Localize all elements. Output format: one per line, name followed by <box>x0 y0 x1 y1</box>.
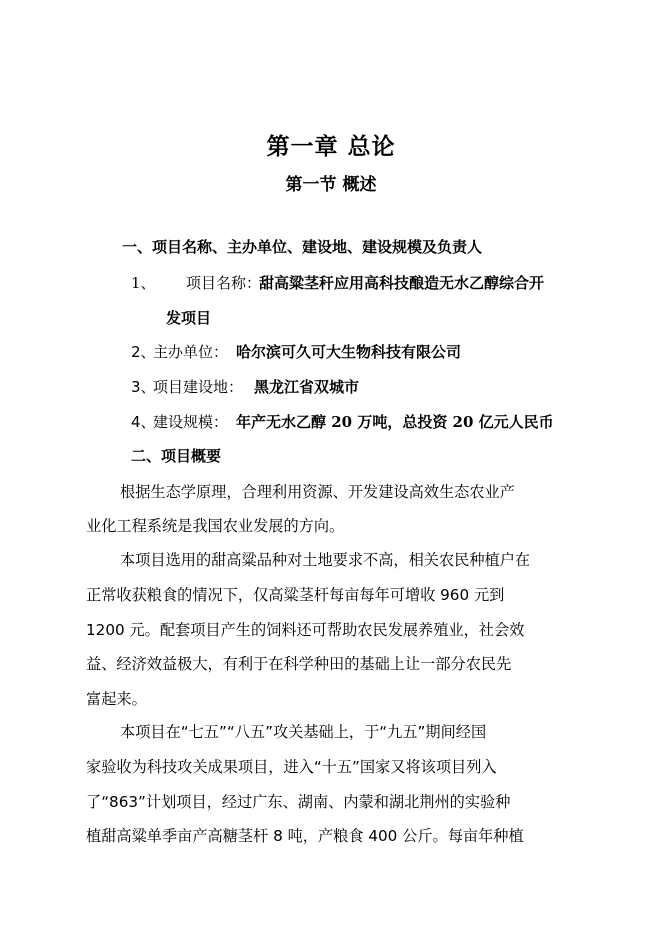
item-4-number: 4、 <box>131 413 156 431</box>
item-1-label: 项目名称： <box>186 274 262 292</box>
paragraph-2-line-1: 本项目选用的甜高粱品种对土地要求不高，相关农民种植户在 <box>120 551 531 569</box>
item-4-label: 建设规模： <box>153 413 229 431</box>
item-1-number: 1、 <box>131 274 156 292</box>
item-2-label: 主办单位： <box>153 343 229 361</box>
paragraph-1-line-2: 业化工程系统是我国农业发展的方向。 <box>86 517 345 535</box>
item-1-value: 甜高粱茎秆应用高科技酿造无水乙醇综合开 <box>259 274 545 292</box>
item-3-number: 3、 <box>131 378 156 396</box>
heading-project-summary: 二、项目概要 <box>131 447 222 465</box>
paragraph-3-line-2: 家验收为科技攻关成果项目，进入“十五”国家又将该项目列入 <box>86 758 497 776</box>
item-2-value: 哈尔滨可久可大生物科技有限公司 <box>236 343 462 361</box>
paragraph-1-line-1: 根据生态学原理，合理利用资源、开发建设高效生态农业产 <box>120 483 515 501</box>
item-3-label: 项目建设地： <box>153 378 244 396</box>
paragraph-3-line-3: 了“863”计划项目，经过广东、湖南、内蒙和湖北荆州的实验种 <box>86 793 511 811</box>
item-4-value: 年产无水乙醇 20 万吨，总投资 20 亿元人民币 <box>236 413 554 431</box>
item-2-number: 2、 <box>131 343 156 361</box>
item-1-value-cont: 发项目 <box>166 309 212 327</box>
section-title: 第一节 概述 <box>285 175 377 195</box>
paragraph-2-line-3: 1200 元。配套项目产生的饲料还可帮助农民发展养殖业，社会效 <box>86 621 525 639</box>
paragraph-3-line-4: 植甜高粱单季亩产高糖茎杆 8 吨，产粮食 400 公斤。每亩年种植 <box>86 827 524 845</box>
heading-project-basics: 一、项目名称、主办单位、建设地、建设规模及负责人 <box>122 238 483 256</box>
paragraph-2-line-5: 富起来。 <box>86 690 147 708</box>
paragraph-2-line-4: 益、经济效益极大，有利于在科学种田的基础上让一部分农民先 <box>86 655 512 673</box>
paragraph-3-line-1: 本项目在“七五”“八五”攻关基础上，于“九五”期间经国 <box>120 723 487 741</box>
chapter-title: 第一章 总论 <box>266 133 396 160</box>
item-3-value: 黑龙江省双城市 <box>254 378 360 396</box>
paragraph-2-line-2: 正常收获粮食的情况下，仅高粱茎杆每亩每年可增收 960 元到 <box>86 586 505 604</box>
